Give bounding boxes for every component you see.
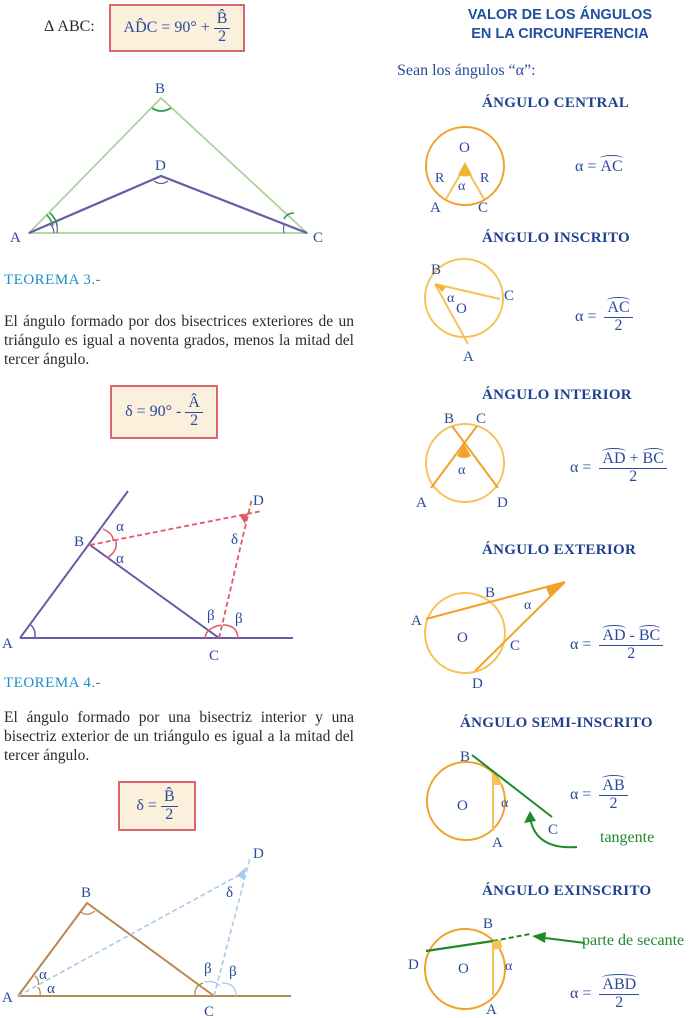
eq-interior (570, 451, 667, 486)
eq-lhs: α = (570, 786, 592, 804)
vertex-a: A (2, 990, 13, 1006)
vertex-a: A (2, 636, 13, 652)
vertex-d: D (253, 846, 264, 862)
formula-lhs: δ = 90° - (125, 403, 182, 420)
fraction (599, 778, 627, 813)
alpha-label: α (116, 551, 124, 567)
vertex-c: C (209, 648, 220, 664)
vertex-d: D (155, 158, 166, 174)
fraction (599, 628, 663, 663)
intro-text: Sean los ángulos “α”: (397, 62, 536, 79)
svg-text:O: O (458, 961, 469, 977)
formula-box-t3 (110, 385, 218, 439)
vertex-d: D (253, 493, 264, 509)
beta-label: β (207, 608, 215, 624)
figure-interior-exterior-bisector (0, 830, 300, 1018)
svg-text:D: D (472, 676, 483, 692)
arc-bc: BC (638, 627, 661, 644)
tangente-label: tangente (600, 829, 655, 846)
denominator: 2 (629, 467, 638, 485)
svg-text:α: α (458, 463, 466, 478)
eq-exinscrito (570, 977, 639, 1012)
svg-text:C: C (510, 638, 521, 654)
svg-text:C: C (504, 288, 515, 304)
eq-central (575, 158, 623, 176)
svg-text:B: B (444, 411, 455, 427)
formula-lhs: δ = (136, 797, 157, 814)
title-exterior: ÁNGULO EXTERIOR (482, 542, 637, 558)
triangle-label: Δ ABC: (44, 18, 95, 35)
svg-text:α: α (501, 796, 509, 811)
svg-text:A: A (492, 835, 503, 851)
numerator: B̂ (161, 789, 178, 807)
alpha-label: α (47, 981, 55, 997)
arc-ac: AC (600, 158, 623, 175)
fraction (161, 789, 178, 824)
diagram-exterior-angle (380, 535, 700, 695)
vertex-b: B (155, 81, 166, 97)
fraction (599, 977, 639, 1012)
svg-text:B: B (431, 262, 442, 278)
svg-text:O: O (457, 798, 468, 814)
denominator: 2 (218, 27, 227, 45)
parte-de-secante-label: parte de secante (582, 932, 685, 949)
title-line-2: EN LA CIRCUNFERENCIA (471, 26, 649, 42)
svg-text:D: D (497, 495, 508, 511)
svg-text:C: C (478, 200, 489, 216)
svg-text:α: α (524, 598, 532, 613)
teorema-4-title: TEOREMA 4.- (4, 675, 102, 691)
numerator: Â (185, 395, 203, 413)
arc-ac: AC (607, 299, 630, 316)
eq-lhs: α = (570, 459, 592, 477)
svg-text:C: C (548, 822, 559, 838)
title-central: ÁNGULO CENTRAL (482, 95, 630, 111)
teorema-4-text: El ángulo formado por una bisectriz interior y una bisectriz exterior de un triángulo es igual a la mitad del tercer ángulo. (4, 709, 354, 764)
vertex-a: A (10, 230, 21, 246)
denominator: 2 (627, 644, 636, 662)
svg-text:C: C (476, 411, 487, 427)
alpha-label: α (39, 967, 47, 983)
eq-lhs: α = (575, 158, 597, 175)
title-inscrito: ÁNGULO INSCRITO (482, 230, 631, 246)
formula-box-t4 (118, 781, 196, 831)
svg-text:α: α (505, 959, 513, 974)
eq-lhs: α = (570, 636, 592, 654)
svg-text:R: R (435, 171, 445, 186)
eq-inscrito (575, 300, 633, 335)
denominator: 2 (615, 993, 624, 1011)
title-semi-inscrito: ÁNGULO SEMI-INSCRITO (460, 715, 653, 731)
svg-text:A: A (486, 1002, 497, 1018)
denominator: 2 (614, 316, 623, 334)
teorema-3-text: El ángulo formado por dos bisectrices exteriores de un triángulo es igual a noventa grados, menos la mitad del tercer ángulo. (4, 313, 354, 368)
svg-text:O: O (456, 301, 467, 317)
svg-text:O: O (459, 140, 470, 156)
fraction (185, 395, 203, 430)
vertex-c: C (204, 1004, 215, 1018)
numerator: B̂ (214, 11, 231, 29)
beta-label: β (235, 611, 243, 627)
svg-text:D: D (408, 957, 419, 973)
fraction (599, 451, 666, 486)
beta-label: β (229, 964, 237, 980)
formula-lhs: AD̂C = 90° + (123, 19, 210, 36)
svg-text:B: B (460, 749, 471, 765)
title-line-1: VALOR DE LOS ÁNGULOS (467, 7, 653, 23)
eq-exterior (570, 628, 663, 663)
arc-ad: AD (602, 450, 626, 467)
vertex-c: C (313, 230, 324, 246)
operator: + (629, 450, 639, 467)
denominator: 2 (609, 794, 618, 812)
svg-text:R: R (480, 171, 490, 186)
svg-text:α: α (447, 291, 455, 306)
figure-exterior-bisectors (0, 470, 300, 670)
vertex-b: B (74, 534, 85, 550)
eq-lhs: α = (570, 985, 592, 1003)
arc-ad: AD (602, 627, 626, 644)
vertex-b: B (81, 885, 92, 901)
svg-text:A: A (416, 495, 427, 511)
delta-label: δ (231, 532, 239, 548)
eq-lhs: α = (575, 308, 597, 326)
svg-text:α: α (458, 179, 466, 194)
teorema-3-title: TEOREMA 3.- (4, 272, 102, 288)
figure-interior-bisectors (0, 0, 350, 250)
svg-text:A: A (411, 613, 422, 629)
svg-text:B: B (485, 585, 496, 601)
svg-text:O: O (457, 630, 468, 646)
arc-ab: AB (602, 777, 625, 794)
arc-abd: ABD (602, 976, 637, 993)
denominator: 2 (165, 805, 174, 823)
operator: - (629, 627, 635, 644)
svg-text:A: A (463, 349, 474, 365)
fraction (604, 300, 632, 335)
diagram-central-angle (380, 0, 700, 220)
title-interior: ÁNGULO INTERIOR (482, 387, 632, 403)
delta-label: δ (226, 885, 234, 901)
denominator: 2 (190, 411, 199, 429)
title-exinscrito: ÁNGULO EXINSCRITO (482, 883, 652, 899)
alpha-label: α (116, 519, 124, 535)
svg-text:A: A (430, 200, 441, 216)
arc-bc: BC (642, 450, 664, 467)
beta-label: β (204, 961, 212, 977)
svg-text:B: B (483, 916, 494, 932)
diagram-inscribed-angle (380, 220, 700, 370)
eq-semi-inscrito (570, 778, 628, 813)
